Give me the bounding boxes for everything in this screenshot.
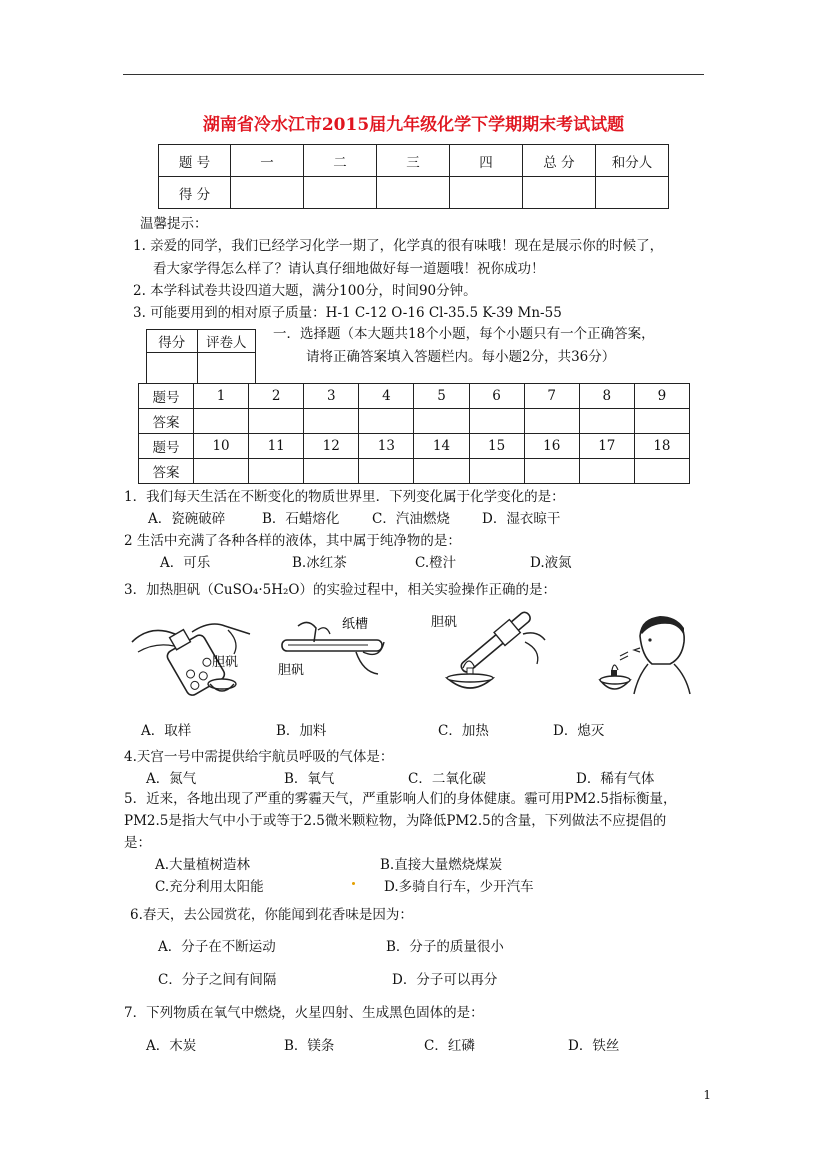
q7-option-a: A．木炭 (146, 1038, 197, 1054)
answer-cell[interactable] (194, 409, 249, 434)
score-cell[interactable] (376, 177, 449, 209)
answer-num: 8 (579, 384, 634, 409)
answer-num: 18 (634, 434, 689, 459)
answer-cell[interactable] (524, 409, 579, 434)
figure-b-label-material: 胆矾 (278, 663, 305, 678)
answer-cell[interactable] (579, 459, 634, 484)
answer-cell[interactable] (634, 459, 689, 484)
score-header: 二 (303, 145, 376, 177)
answer-num: 10 (194, 434, 249, 459)
grader-cell[interactable] (147, 353, 198, 384)
q3-option-b: B．加料 (276, 723, 327, 739)
section1-heading: 一．选择题（本大题共18个小题，每个小题只有一个正确答案， (273, 326, 655, 342)
question-3: 3．加热胆矾（CuSO₄·5H₂O）的实验过程中，相关实验操作正确的是： (124, 582, 556, 598)
q1-option-d: D．湿衣晾干 (482, 511, 561, 527)
question-5-cont: PM2.5是指大气中小于或等于2.5微米颗粒物，为降低PM2.5的含量，下列做法不应提倡的 (124, 813, 667, 829)
figure-c-label: 胆矾 (431, 615, 458, 630)
figure-c-heating (425, 606, 555, 698)
header-rule (123, 74, 704, 75)
q4-option-a: A．氮气 (146, 771, 197, 787)
answer-num: 17 (579, 434, 634, 459)
answer-num: 3 (304, 384, 359, 409)
question-6: 6.春天，去公园赏花，你能闻到花香味是因为： (130, 907, 413, 923)
q4-option-d: D．稀有气体 (576, 771, 655, 787)
q6-option-c: C．分子之间有间隔 (158, 972, 277, 988)
q7-option-c: C．红磷 (424, 1038, 475, 1054)
exam-title: 湖南省冷水江市2015届九年级化学下学期期末考试试题 (202, 115, 625, 135)
figure-a-label: 胆矾 (212, 655, 239, 670)
answer-num: 5 (414, 384, 469, 409)
grader-header: 评卷人 (197, 330, 255, 353)
answer-label: 答案 (139, 409, 194, 434)
q4-option-c: C．二氧化碳 (408, 771, 486, 787)
tip-1: 1. 亲爱的同学，我们已经学习化学一期了，化学真的很有味哦！现在是展示你的时候了， (133, 238, 664, 254)
answer-num: 12 (304, 434, 359, 459)
q6-option-b: B．分子的质量很小 (386, 939, 504, 955)
answer-label: 答案 (139, 459, 194, 484)
answer-cell[interactable] (249, 459, 304, 484)
score-header: 总 分 (522, 145, 595, 177)
answer-num: 13 (359, 434, 414, 459)
answer-num: 9 (634, 384, 689, 409)
answer-num: 14 (414, 434, 469, 459)
section1-instructions: 请将正确答案填入答题栏内。每小题2分，共36分） (306, 349, 616, 365)
q2-option-d: D.液氮 (530, 555, 572, 571)
question-5-end: 是： (124, 835, 151, 851)
answer-num: 1 (194, 384, 249, 409)
score-cell[interactable] (595, 177, 668, 209)
q1-option-b: B．石蜡熔化 (262, 511, 340, 527)
answer-cell[interactable] (359, 459, 414, 484)
score-cell[interactable] (449, 177, 522, 209)
score-cell[interactable] (522, 177, 595, 209)
score-table (158, 144, 669, 209)
answer-label: 题号 (139, 434, 194, 459)
answer-cell[interactable] (359, 409, 414, 434)
q6-option-a: A．分子在不断运动 (158, 939, 276, 955)
q5-option-a: A.大量植树造林 (155, 857, 251, 873)
figure-a-sampling (130, 612, 260, 702)
question-2: 2 生活中充满了各种各样的液体，其中属于纯净物的是： (124, 533, 461, 549)
answer-cell[interactable] (304, 409, 359, 434)
figure-b-adding (268, 612, 398, 692)
answer-cell[interactable] (414, 409, 469, 434)
score-row-label: 得 分 (159, 177, 231, 209)
q2-option-a: A．可乐 (160, 555, 211, 571)
tips-heading: 温馨提示： (140, 216, 208, 232)
q5-option-d: D.多骑自行车，少开汽车 (384, 879, 534, 895)
q5-option-c: C.充分利用太阳能 (155, 879, 264, 895)
question-4: 4.天宫一号中需提供给宇航员呼吸的气体是： (124, 749, 394, 765)
figure-b-label-trough: 纸槽 (342, 617, 369, 632)
grader-table (146, 329, 256, 384)
answer-cell[interactable] (304, 459, 359, 484)
question-7: 7．下列物质在氧气中燃烧，火星四射、生成黑色固体的是： (124, 1005, 484, 1021)
answer-num: 2 (249, 384, 304, 409)
q1-option-a: A．瓷碗破碎 (148, 511, 226, 527)
q3-option-c: C．加热 (438, 723, 489, 739)
answer-num: 6 (469, 384, 524, 409)
q2-option-b: B.冰红茶 (292, 555, 347, 571)
q3-option-d: D．熄灭 (553, 723, 605, 739)
q1-option-c: C．汽油燃烧 (372, 511, 450, 527)
q7-option-b: B．镁条 (284, 1038, 335, 1054)
q2-option-c: C.橙汁 (415, 555, 457, 571)
answer-num: 16 (524, 434, 579, 459)
answer-cell[interactable] (469, 459, 524, 484)
score-header: 题 号 (159, 145, 231, 177)
question-1: 1．我们每天生活在不断变化的物质世界里．下列变化属于化学变化的是： (124, 489, 565, 505)
answer-num: 11 (249, 434, 304, 459)
tip-2: 2. 本学科试卷共设四道大题，满分100分，时间90分钟。 (133, 283, 477, 299)
score-cell[interactable] (231, 177, 304, 209)
grader-header: 得分 (147, 330, 198, 353)
answer-num: 15 (469, 434, 524, 459)
q6-option-d: D．分子可以再分 (392, 972, 498, 988)
score-header: 和分人 (595, 145, 668, 177)
q5-option-b: B.直接大量燃烧煤炭 (380, 857, 503, 873)
answer-cell[interactable] (579, 409, 634, 434)
answer-cell[interactable] (524, 459, 579, 484)
answer-cell[interactable] (194, 459, 249, 484)
answer-num: 4 (359, 384, 414, 409)
grader-cell[interactable] (197, 353, 255, 384)
q4-option-b: B．氧气 (284, 771, 335, 787)
page-number: 1 (703, 1088, 711, 1102)
answer-label: 题号 (139, 384, 194, 409)
answer-cell[interactable] (469, 409, 524, 434)
tip-3: 3. 可能要用到的相对原子质量：H-1 C-12 O-16 Cl-35.5 K-39 Mn-55 (133, 305, 562, 321)
q3-option-a: A．取样 (141, 723, 192, 739)
question-5: 5．近来，各地出现了严重的雾霾天气，严重影响人们的身体健康。霾可用PM2.5指标衡量， (124, 791, 677, 807)
answer-cell[interactable] (634, 409, 689, 434)
answer-num: 7 (524, 384, 579, 409)
score-header: 三 (376, 145, 449, 177)
score-header: 四 (449, 145, 522, 177)
figure-d-extinguishing (590, 614, 700, 700)
answer-cell[interactable] (414, 459, 469, 484)
tip-1-cont: 看大家学得怎么样了？请认真仔细地做好每一道题哦！祝你成功！ (153, 261, 545, 277)
answer-cell[interactable] (249, 409, 304, 434)
score-header: 一 (231, 145, 304, 177)
stray-dot (352, 882, 355, 885)
score-cell[interactable] (303, 177, 376, 209)
q7-option-d: D．铁丝 (568, 1038, 620, 1054)
answer-table (138, 383, 690, 484)
